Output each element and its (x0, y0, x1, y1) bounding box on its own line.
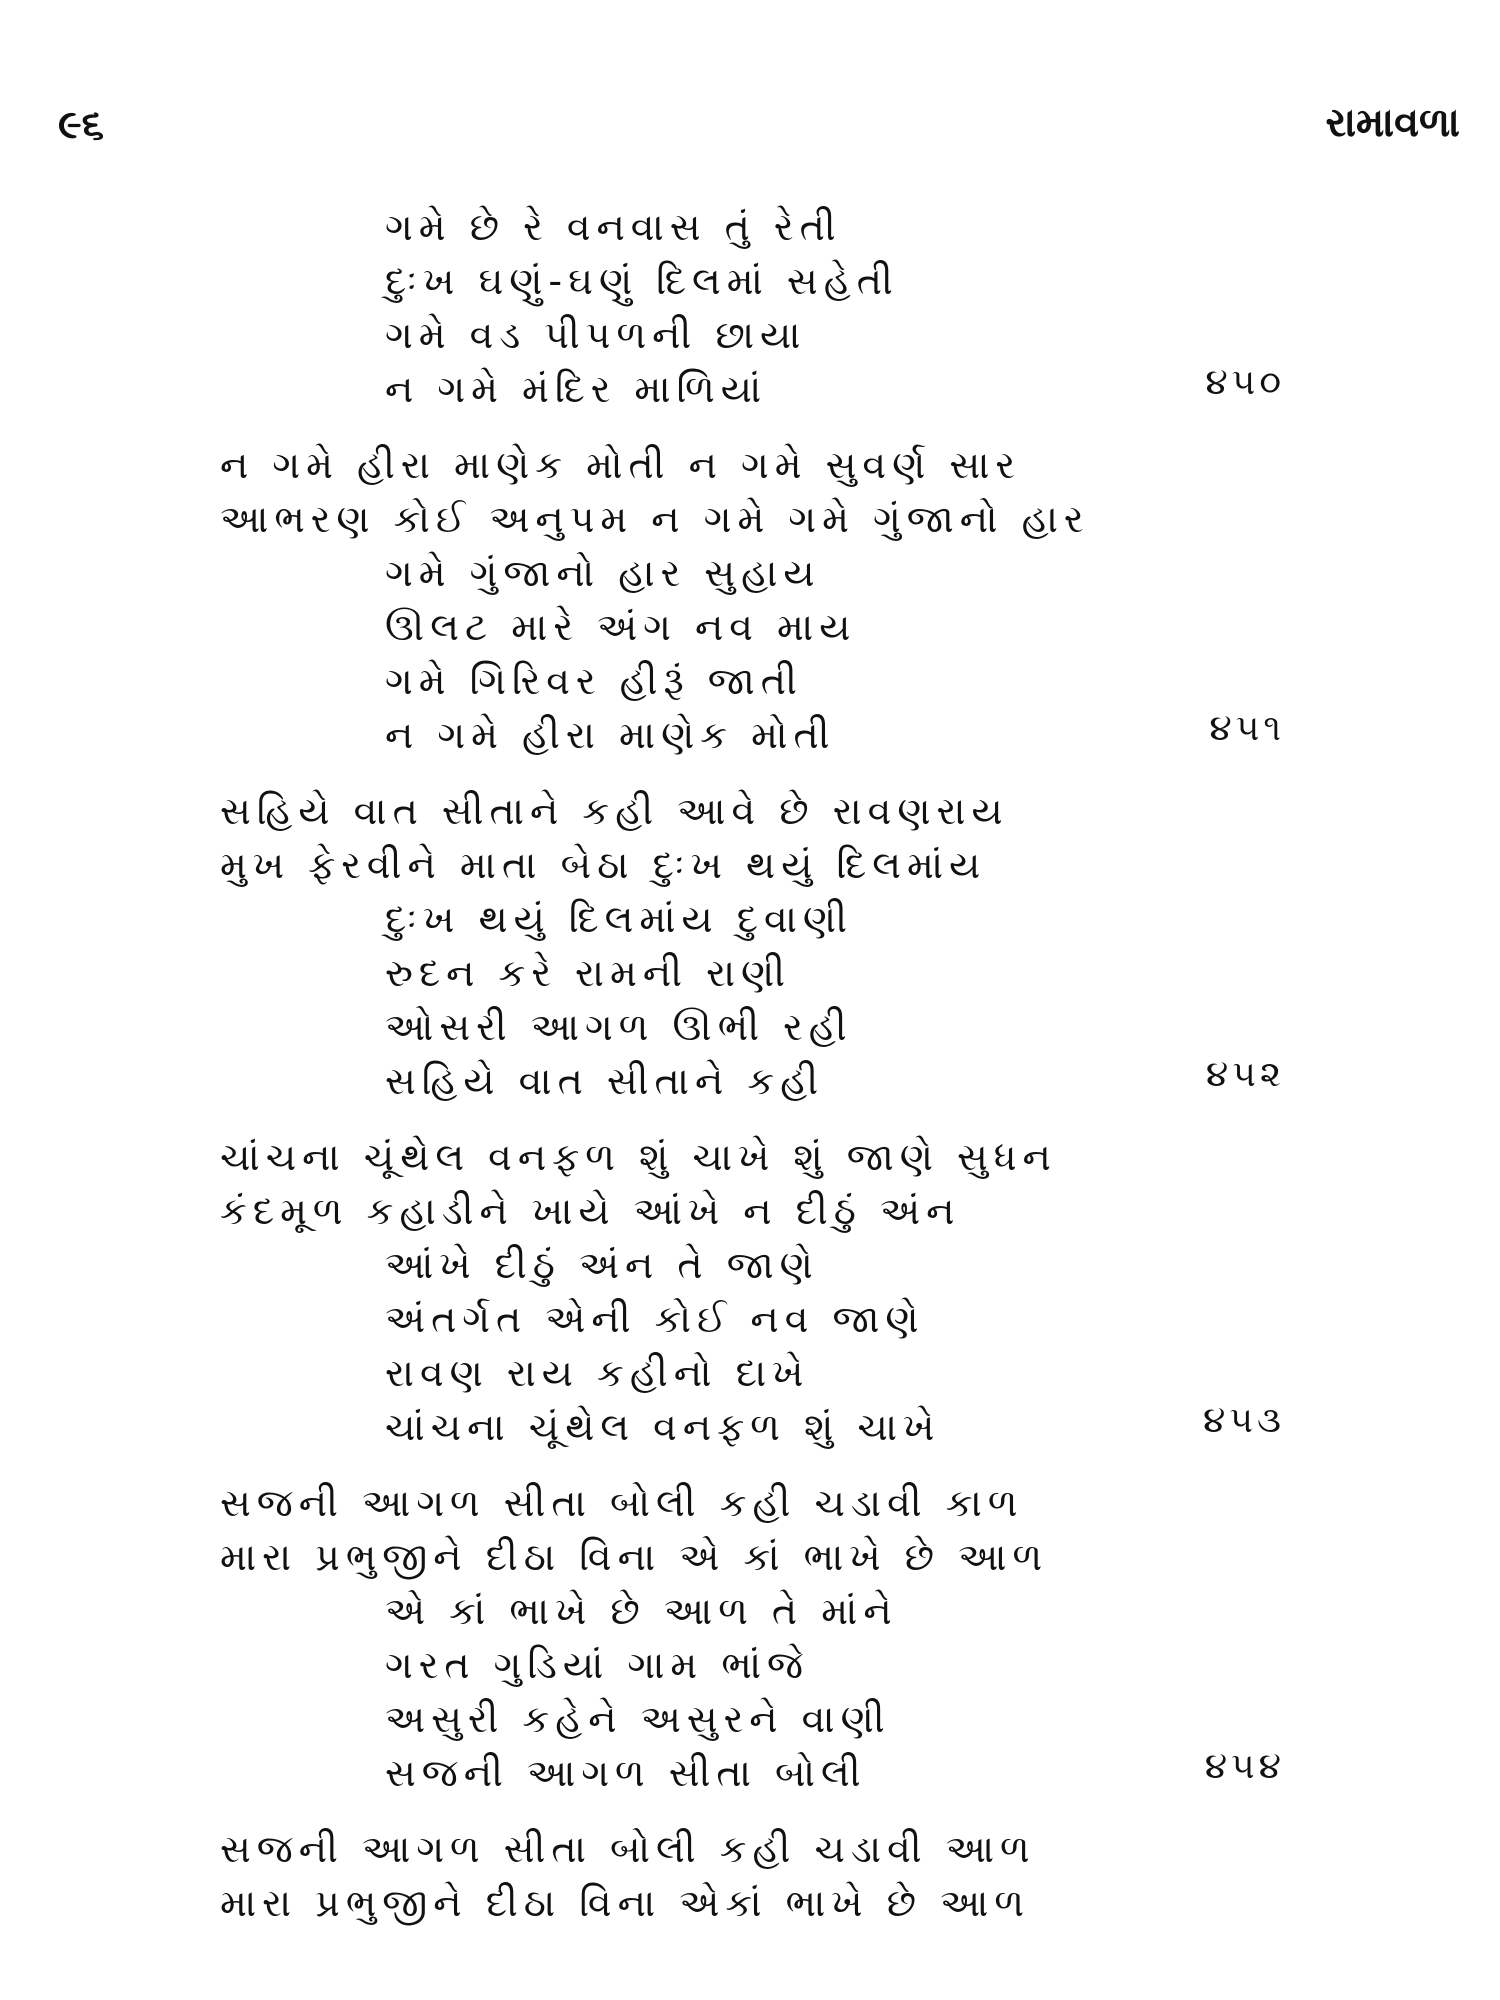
stanza (0, 1822, 1500, 1930)
verse-refrain-line: દુઃખ થયું દિલમાંય દુવાણી (385, 897, 853, 941)
verse-refrain-line: રાવણ રાય કહીનો દાખે (385, 1351, 810, 1395)
stanza (0, 1476, 1500, 1800)
verse-refrain-line: ન ગમે હીરા માણેક મોતી (385, 713, 836, 757)
verse-refrain-line: રુદન કરે રામની રાણી (385, 951, 792, 995)
stanza (0, 438, 1500, 762)
verse-refrain-line: અંતર્ગત એની કોઈ નવ જાણે (385, 1297, 925, 1341)
verse-refrain-line: દુઃખ ઘણું-ઘણું દિલમાં સહેતી (385, 259, 899, 303)
verse-line: મારા પ્રભુજીને દીઠા વિના એકાં ભાખે છે આળ (220, 1881, 1031, 1925)
verse-refrain-line: ઊલટ મારે અંગ નવ માય (385, 605, 857, 649)
verse-refrain-line: એ કાં ભાખે છે આળ તે માંને (385, 1589, 898, 1633)
verse-line: સહિયે વાત સીતાને કહી આવે છે રાવણરાય (220, 789, 1009, 833)
verse-refrain-line: ગરત ગુડિયાં ગામ ભાંજે (385, 1643, 809, 1687)
verse-refrain-line: ગમે ગુંજાનો હાર સુહાય (385, 551, 821, 595)
poem-body (0, 200, 1500, 1952)
verse-refrain-line: સજની આગળ સીતા બોલી (385, 1751, 867, 1795)
verse-number: ૪૫૦ (1205, 362, 1285, 403)
verse-refrain-line: ઓસરી આગળ ઊભી રહી (385, 1005, 853, 1049)
verse-refrain-line: ગમે છે રે વનવાસ તું રેતી (385, 205, 842, 249)
verse-number: ૪૫૨ (1205, 1054, 1285, 1095)
verse-refrain-line: આંખે દીઠું અંન તે જાણે (385, 1243, 819, 1287)
page-number: ૯૬ (58, 102, 105, 148)
verse-refrain-line: ચાંચના ચૂંથેલ વનફળ શું ચાખે (385, 1405, 941, 1449)
verse-line: ન ગમે હીરા માણેક મોતી ન ગમે સુવર્ણ સાર (220, 443, 1022, 487)
stanza (0, 200, 1500, 416)
running-title: રામાવળા (1325, 100, 1460, 146)
verse-refrain-line: ગમે વડ પીપળની છાયા (385, 313, 807, 357)
verse-refrain-line: સહિયે વાત સીતાને કહી (385, 1059, 825, 1103)
stanza (0, 1130, 1500, 1454)
verse-number: ૪૫૪ (1204, 1746, 1285, 1787)
verse-line: કંદમૂળ કહાડીને ખાયે આંખે ન દીઠું અંન (220, 1189, 961, 1233)
verse-line: મારા પ્રભુજીને દીઠા વિના એ કાં ભાખે છે આળ (220, 1535, 1049, 1579)
stanza (0, 784, 1500, 1108)
verse-line: સજની આગળ સીતા બોલી કહી ચડાવી કાળ (220, 1481, 1024, 1525)
verse-line: સજની આગળ સીતા બોલી કહી ચડાવી આળ (220, 1827, 1036, 1871)
verse-line: આભરણ કોઈ અનુપમ ન ગમે ગમે ગુંજાનો હાર (220, 497, 1090, 541)
verse-refrain-line: ન ગમે મંદિર માળિયાં (385, 367, 768, 411)
verse-refrain-line: અસુરી કહેને અસુરને વાણી (385, 1697, 891, 1741)
verse-line: મુખ ફેરવીને માતા બેઠા દુઃખ થયું દિલમાંય (220, 843, 987, 887)
verse-refrain-line: ગમે ગિરિવર હીરૂં જાતી (385, 659, 803, 703)
verse-number: ૪૫૧ (1209, 708, 1285, 749)
verse-number: ૪૫૩ (1203, 1400, 1285, 1441)
verse-line: ચાંચના ચૂંથેલ વનફળ શું ચાખે શું જાણે સુધન (220, 1135, 1057, 1179)
